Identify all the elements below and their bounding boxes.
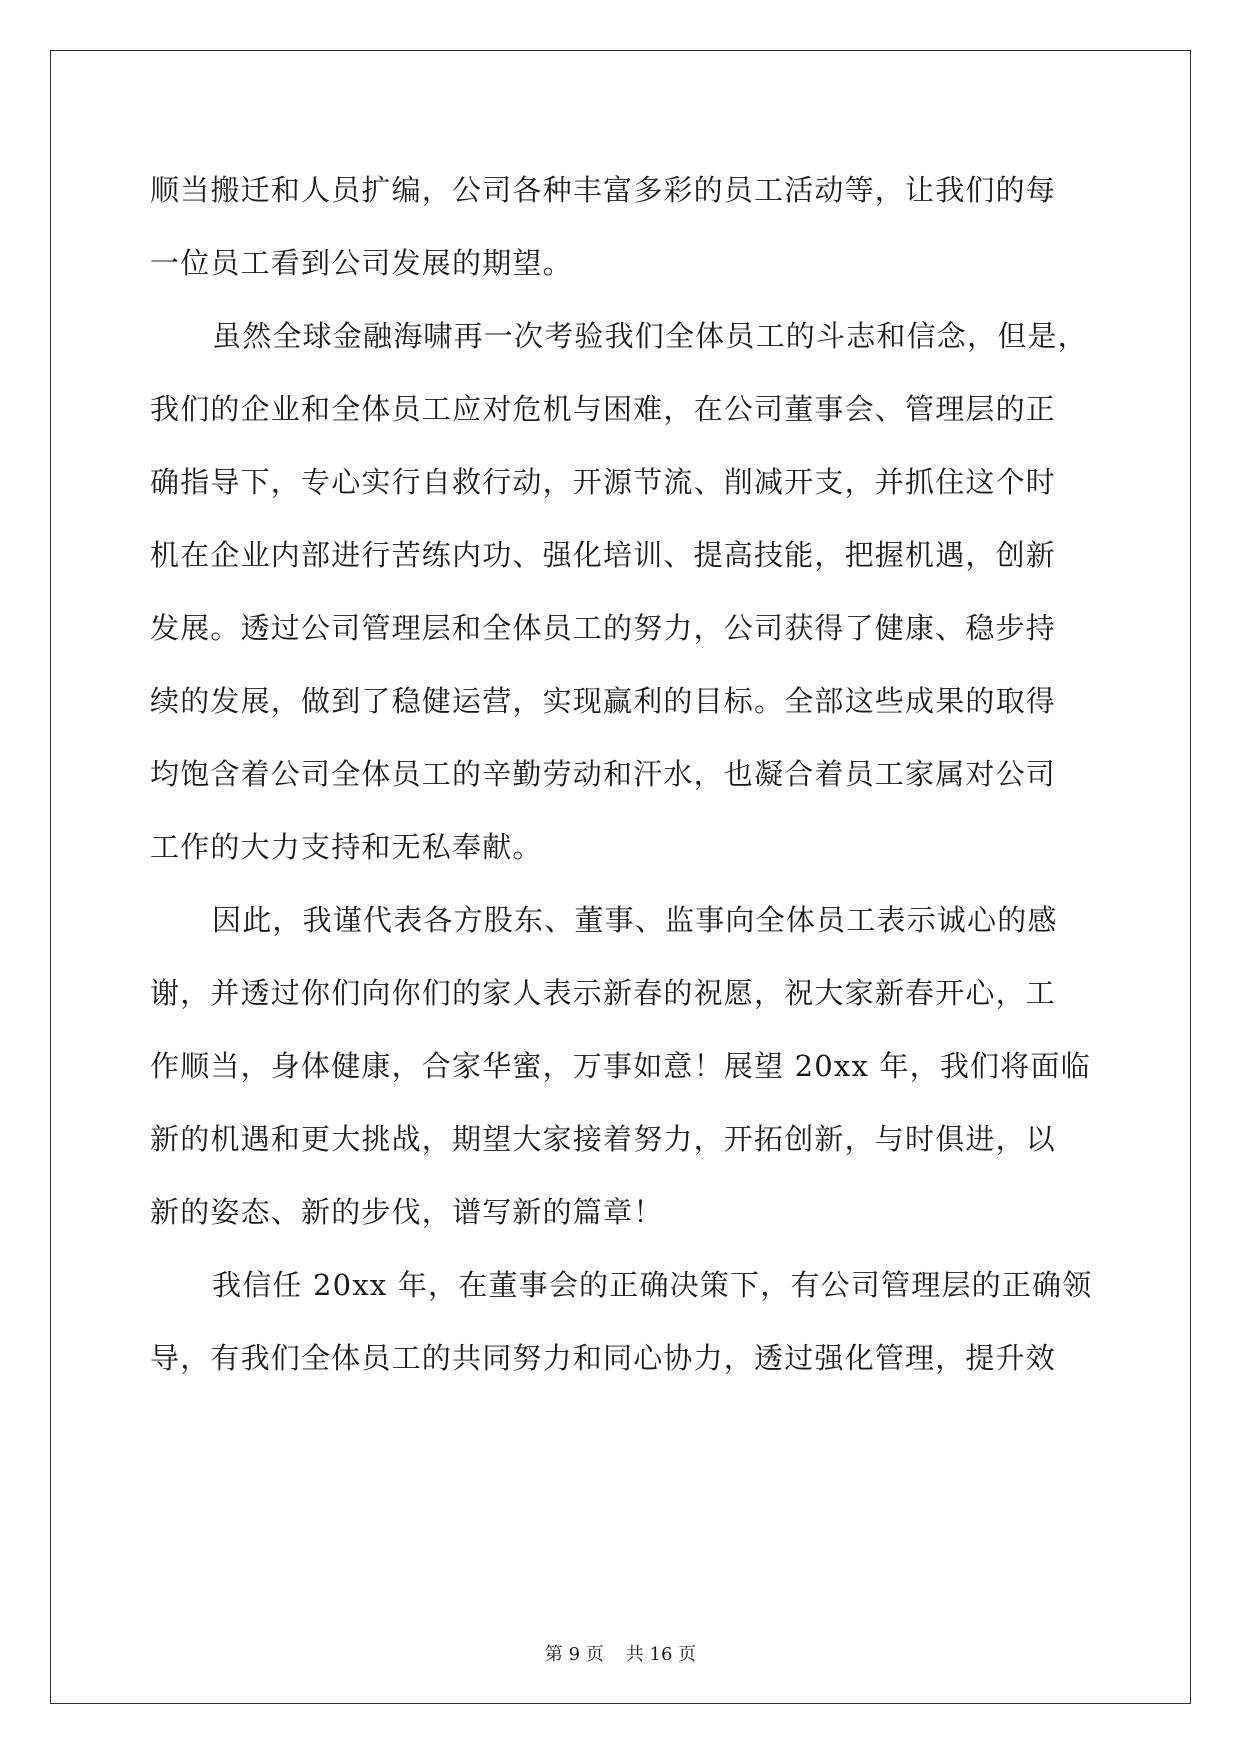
text-line: 均饱含着公司全体员工的辛勤劳动和汗水，也凝合着员工家属对公司	[150, 757, 1057, 791]
text-line: 因此，我谨代表各方股东、董事、监事向全体员工表示诚心的感	[212, 903, 1058, 937]
text-line: 顺当搬迁和人员扩编，公司各种丰富多彩的员工活动等，让我们的每	[150, 173, 1057, 207]
page-total: 共 16 页	[625, 1644, 697, 1665]
text-line: 导，有我们全体员工的共同努力和同心协力，透过强化管理，提升效	[150, 1341, 1057, 1375]
text-line: 虽然全球金融海啸再一次考验我们全体员工的斗志和信念，但是，	[212, 319, 1088, 353]
text-line: 确指导下，专心实行自救行动，开源节流、削减开支，并抓住这个时	[150, 465, 1057, 499]
page-border	[50, 50, 1191, 1704]
text-line: 新的机遇和更大挑战，期望大家接着努力，开拓创新，与时俱进，以	[150, 1122, 1057, 1156]
page-footer	[0, 1643, 1241, 1667]
text-line: 一位员工看到公司发展的期望。	[150, 246, 573, 280]
text-line: 我信任 20xx 年，在董事会的正确决策下，有公司管理层的正确领	[212, 1268, 1093, 1302]
text-line: 工作的大力支持和无私奉献。	[150, 830, 543, 864]
text-line: 新的姿态、新的步伐，谱写新的篇章！	[150, 1195, 664, 1229]
text-line: 续的发展，做到了稳健运营，实现赢利的目标。全部这些成果的取得	[150, 684, 1057, 718]
page-number: 第 9 页	[544, 1644, 604, 1665]
text-line: 发展。透过公司管理层和全体员工的努力，公司获得了健康、稳步持	[150, 611, 1057, 645]
text-line: 谢，并透过你们向你们的家人表示新春的祝愿，祝大家新春开心，工	[150, 976, 1057, 1010]
text-line: 作顺当，身体健康，合家华蜜，万事如意！展望 20xx 年，我们将面临	[150, 1049, 1091, 1083]
text-line: 机在企业内部进行苦练内功、强化培训、提高技能，把握机遇，创新	[150, 538, 1057, 572]
text-line: 我们的企业和全体员工应对危机与困难，在公司董事会、管理层的正	[150, 392, 1057, 426]
